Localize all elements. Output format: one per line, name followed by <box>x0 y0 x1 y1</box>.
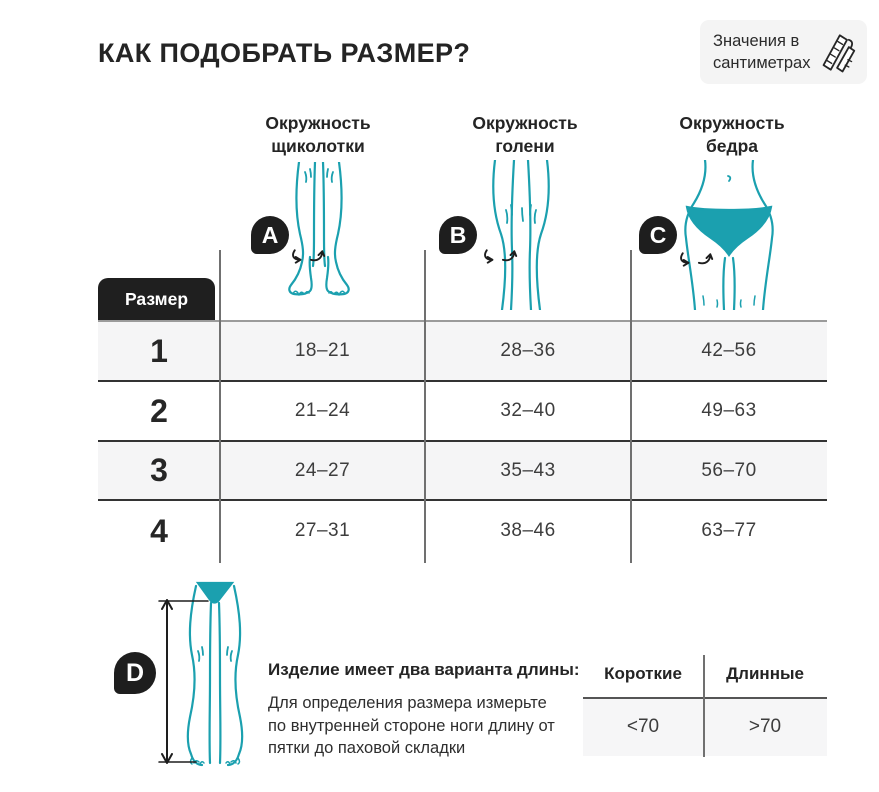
marker-bubble-d: D <box>114 652 156 694</box>
length-col-short-value: <70 <box>626 716 660 737</box>
hip-range: 49–63 <box>701 400 757 421</box>
size-corner-tab: Размер <box>98 278 215 320</box>
length-col-long-label: Длинные <box>726 664 804 683</box>
length-table-header-border <box>583 697 827 699</box>
measure-arrows-icon <box>678 250 716 268</box>
marker-bubble-b: B <box>439 216 477 254</box>
measure-arrows-icon <box>482 247 520 265</box>
hips-illustration <box>679 160 779 310</box>
table-row-size-3 <box>98 442 827 499</box>
size-number: 2 <box>150 392 168 429</box>
ankle-range: 27–31 <box>294 520 351 541</box>
measure-arrows-icon <box>290 247 328 265</box>
size-number: 1 <box>150 332 168 369</box>
table-row-size-2 <box>98 382 827 440</box>
marker-bubble-c: C <box>639 216 677 254</box>
column-header-ankle: Окружность щиколотки <box>265 113 371 156</box>
leg-length-illustration <box>152 575 262 775</box>
row-separator <box>98 440 827 442</box>
length-variants-heading: Изделие имеет два варианта длины: <box>268 660 580 679</box>
row-separator <box>98 499 827 501</box>
units-badge <box>700 20 867 84</box>
grid-line-vertical <box>219 250 221 563</box>
length-col-long-value: >70 <box>748 716 782 737</box>
ankle-range: 21–24 <box>294 400 351 421</box>
column-header-hip: Окружность бедра <box>679 113 785 156</box>
ankle-range: 24–27 <box>294 459 351 481</box>
ankles-illustration <box>279 162 359 304</box>
calf-range: 32–40 <box>500 400 556 421</box>
length-col-short-label: Короткие <box>604 664 682 683</box>
length-arrow <box>159 600 208 763</box>
grid-line-vertical <box>630 250 632 563</box>
length-table-divider <box>703 655 705 757</box>
hip-range: 56–70 <box>701 459 757 481</box>
calf-range: 38–46 <box>500 520 556 541</box>
hip-range: 63–77 <box>701 520 757 541</box>
ankle-range: 18–21 <box>294 340 351 361</box>
size-number: 4 <box>150 512 168 549</box>
size-number: 3 <box>150 452 168 488</box>
column-header-calf: Окружность голени <box>472 113 578 156</box>
marker-bubble-a: A <box>251 216 289 254</box>
table-row-size-4 <box>98 501 827 561</box>
row-separator <box>98 380 827 382</box>
grid-line-vertical <box>424 250 426 563</box>
calves-illustration <box>481 160 561 310</box>
calf-range: 28–36 <box>500 340 556 361</box>
hip-range: 42–56 <box>701 340 757 361</box>
calf-range: 35–43 <box>500 459 556 481</box>
measuring-tape-icon <box>819 31 857 74</box>
page-title: КАК ПОДОБРАТЬ РАЗМЕР? <box>98 38 471 68</box>
units-badge-text: Значения в сантиметрах <box>713 32 811 72</box>
length-measure-instructions: Для определения размера измерьте по внутренней стороне ноги длину от пятки до паховой складки <box>268 694 555 757</box>
table-row-size-1 <box>98 322 827 380</box>
